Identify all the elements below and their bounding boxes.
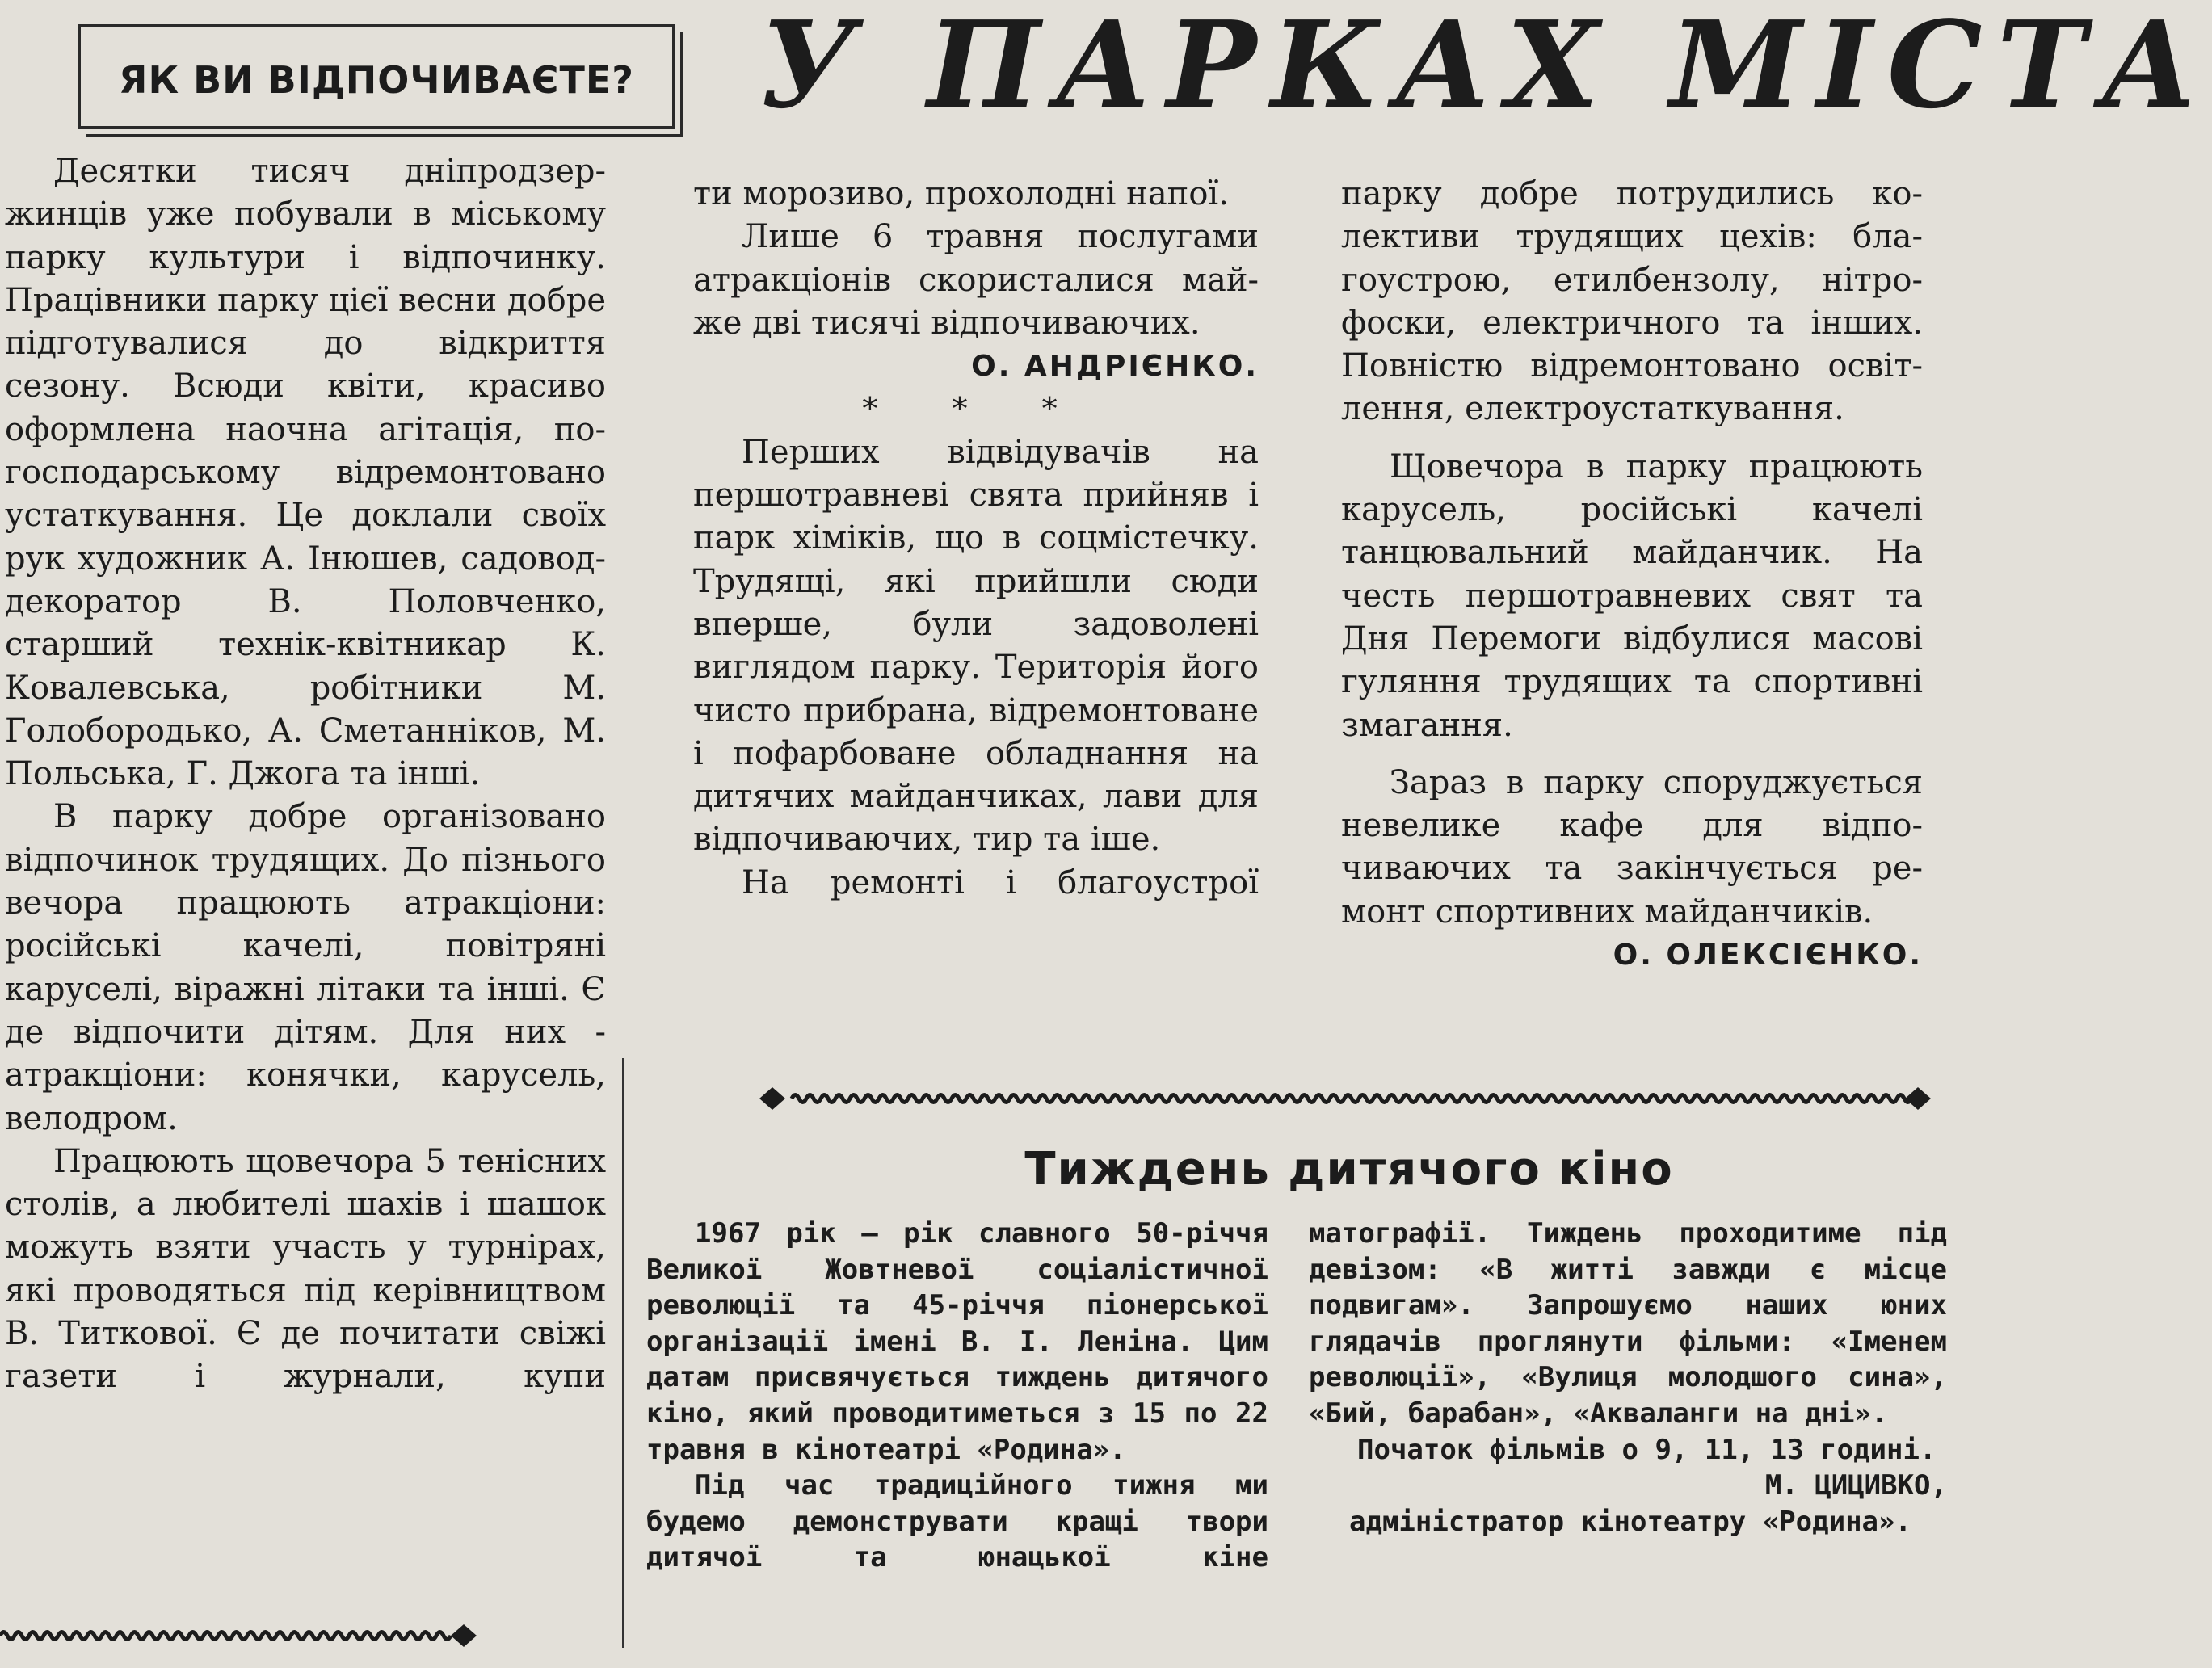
article-signature-role: адміністратор кінотеатру «Родина». [1349,1505,1911,1538]
article-column-3 [1341,173,1923,977]
article-column-5 [1309,1216,1947,1540]
article-title: Тиждень дитячого кіно [1024,1143,1674,1195]
article-paragraph: Працюють щовечора 5 тенісних столів, а любителі шахів і шашок можуть взяти участь у турнірах, які проводяться під керівництвом В. Титкової. Є де почитати свіжі газети і журнали, купи [5,1142,606,1396]
section-heading-box [78,24,675,129]
decorative-rule [759,1086,1931,1111]
column-divider [622,1058,624,1648]
article-column-1 [5,150,606,1399]
article-paragraph: На ремонті і благоустрої [742,863,1259,901]
article-paragraph: Зараз в парку споруджується невелике кафе для відпочиваючих та закінчується ремонт спортивних майданчиків. [1341,763,1923,931]
article-column-2 [693,173,1259,905]
article-paragraph: 1967 рік — рік славного 50-річчя Великої Жовтневої соціалістичної революції та 45-річчя піонерської організації імені В. І. Леніна. Цим датам присвячується тиждень дитячого кіно, який проводитиметься з 15 по 22 травня в кінотеатрі «Родина». [646,1217,1268,1466]
article-column-4 [646,1216,1268,1576]
article-paragraph: В парку добре організовано відпочинок трудящих. До пізнього вечора працюють атракціони: російські качелі, повітряні каруселі, віражні літаки та інші. Є де відпочити дітям. Для них - атракціони: конячки, карусель, велодром. [5,798,606,1137]
article-paragraph: Десятки тисяч дніпродзержинців уже побували в міському парку культури і відпочинку. Працівники парку цієї весни добре підготувалися до відкриття сезону. Всюди квіти, красиво оформлена наочна агітація, по-господарському відремонтовано устаткування. Це доклали своїх рук художник А. Інюшев, садовод-декоратор В. Половченко, старший технік-квітникар К. Ковалевська, робітники М. Голобородько, А. Сметанніков, М. Польська, Г. Джога та інші. [5,153,606,793]
section-separator-stars: * * * [862,391,1090,427]
section-heading: ЯК ВИ ВІДПОЧИВАЄТЕ? [119,58,634,102]
article-paragraph: Під час традиційного тижня ми будемо демонструвати кращі твори дитячої та юнацької кіне [646,1469,1268,1574]
article-paragraph: Перших відвідувачів на першотравневі свята прийняв і парк хіміків, що в соцмістечку. Трудящі, які прийшли сюди вперше, були задоволені виглядом парку. Територія його чисто прибрана, відремонтоване і пофарбоване обладнання на дитячих майданчиках, лави для відпочиваючих, тир та іше. [693,433,1259,859]
article-paragraph: матографії. Тиждень проходитиме під девізом: «В житті завжди є місце подвигам». Запрошуємо наших юних глядачів проглянути фільми: «Іменем революції», «Вулиця молодшого сина», «Бий, барабан», «Акваланги на дні». [1309,1217,1947,1430]
article-paragraph: Початок фільмів о 9, 11, 13 годині. [1357,1433,1937,1466]
decorative-rule [0,1624,477,1648]
article-paragraph: Лише 6 травня послугами атракціонів скористалися майже дві тисячі відпочиваючих. [693,218,1259,342]
article-signature: О. АНДРІЄНКО. [971,350,1259,384]
article-signature: М. ЦИЦИВКО, [1764,1469,1947,1502]
main-title: У ПАРКАХ МІСТА [759,0,2212,135]
article-paragraph: ти морозиво, прохолодні напої. [693,175,1229,212]
article-signature: О. ОЛЕКСІЄНКО. [1613,939,1923,973]
article-paragraph: Щовечора в парку працюють карусель, російські качелі танцювальний майданчик. На честь першотравневих свят та Дня Перемоги відбулися масові гуляння трудящих та спортивні змагання. [1341,447,1923,744]
article-paragraph: парку добре потрудились колективи трудящих цехів: благоустрою, етилбензолу, нітрофоски, електричного та інших. Повністю відремонтовано освітлення, електроустаткування. [1341,175,1923,428]
